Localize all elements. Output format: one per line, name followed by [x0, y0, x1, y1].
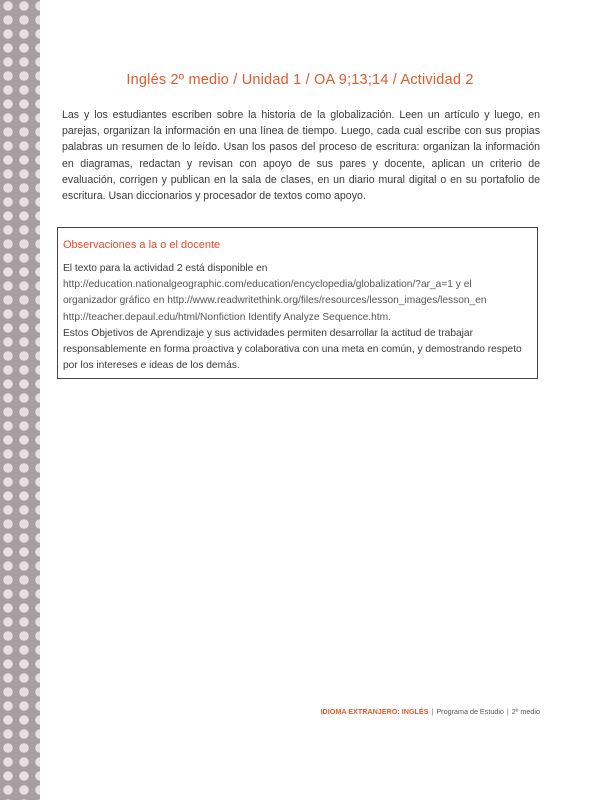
notes-line-objectives: Estos Objetivos de Aprendizaje y sus actividades permiten desarrollar la actitud de trabajar responsablemente en forma proactiva y colaborativa con una meta en común, y demostrando respeto por los intereses e ideas de los demás. — [63, 327, 522, 372]
page-title: Inglés 2º medio / Unidad 1 / OA 9;13;14 / Actividad 2 — [126, 72, 474, 88]
notes-line-availability: El texto para la actividad 2 está disponible en — [63, 263, 268, 274]
activity-description: Las y los estudiantes escriben sobre la historia de la globalización. Leen un artículo y luego, en parejas, organizan la información en una línea de tiempo. Luego, cada cual escribe con sus propias palabras un resumen de lo leído. Usan los pasos del proceso de escritura: organizan la información en diagramas, redactan y revisan con apoyo de sus pares y docente, aplican un criterio de evaluación, corrigen y publican en la sala de clases, en un diario mural digital o en su portafolio de escritura. Usan diccionarios y procesador de textos como apoyo. — [62, 109, 540, 203]
footer-subject: IDIOMA EXTRANJERO: INGLÉS — [320, 707, 429, 716]
footer-program: Programa de Estudio — [436, 707, 504, 716]
teacher-notes-box — [57, 227, 538, 379]
teacher-notes-body — [63, 261, 527, 374]
page-footer — [321, 707, 540, 716]
notes-link-article[interactable]: http://education.nationalgeographic.com/education/encyclopedia/globalization/?ar_a=1 y el — [63, 279, 472, 291]
decorative-side-strip — [0, 0, 40, 800]
footer-separator-1: | — [431, 707, 434, 716]
footer-level: 2º medio — [511, 707, 540, 716]
notes-link-depaul[interactable]: http://teacher.depaul.edu/html/Nonfiction Identify Analyze Sequence.htm. — [63, 311, 391, 323]
notes-link-organizer[interactable]: organizador gráfico en http://www.readwritethink.org/files/resources/lesson_images/lesson_en — [63, 295, 487, 307]
footer-separator-2: | — [506, 707, 509, 716]
teacher-notes-title: Observaciones a la o el docente — [63, 239, 221, 251]
